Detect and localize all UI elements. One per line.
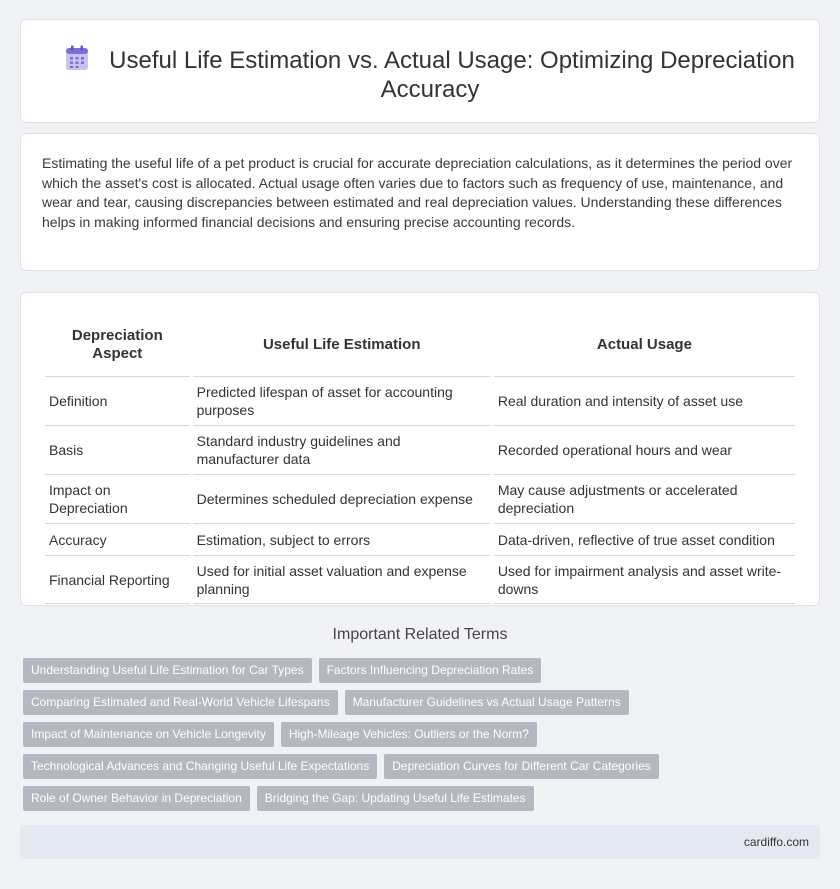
- related-terms-heading: Important Related Terms: [332, 626, 508, 643]
- page-title: Useful Life Estimation vs. Actual Usage: Optimizing Depreciation Accuracy: [109, 47, 795, 103]
- intro-card: [20, 133, 820, 271]
- aspect-cell: Impact on Depreciation: [45, 475, 190, 524]
- header-actual: Actual Usage: [494, 314, 795, 377]
- related-term-tag[interactable]: Factors Influencing Depreciation Rates: [319, 658, 542, 683]
- related-term-tag[interactable]: Comparing Estimated and Real-World Vehicle Lifespans: [23, 690, 338, 715]
- comparison-table: [42, 314, 798, 604]
- page-title-wrap: [61, 45, 799, 104]
- related-term-tag[interactable]: Manufacturer Guidelines vs Actual Usage Patterns: [345, 690, 629, 715]
- related-term-tag[interactable]: Impact of Maintenance on Vehicle Longevity: [23, 722, 274, 747]
- estimation-cell: Determines scheduled depreciation expense: [193, 475, 491, 524]
- table-header-row: [45, 314, 795, 377]
- calendar-icon: [65, 45, 89, 71]
- aspect-cell: Basis: [45, 426, 190, 475]
- aspect-cell: Definition: [45, 377, 190, 426]
- estimation-cell: Predicted lifespan of asset for accounting purposes: [193, 377, 491, 426]
- intro-paragraph: Estimating the useful life of a pet product is crucial for accurate depreciation calculations, as it determines the period over which the asset's cost is allocated. Actual usage often varies due to factors such as frequency of use, maintenance, and wear and tear, causing discrepancies between estimated and real depreciation values. Understanding these differences helps in making informed financial decisions and ensuring precise accounting records.: [42, 155, 793, 230]
- actual-cell: Real duration and intensity of asset use: [494, 377, 795, 426]
- aspect-cell: Financial Reporting: [45, 556, 190, 604]
- estimation-cell: Standard industry guidelines and manufacturer data: [193, 426, 491, 475]
- header-aspect: Depreciation Aspect: [45, 314, 190, 377]
- footer-site-link[interactable]: cardiffo.com: [743, 835, 809, 849]
- related-term-tag[interactable]: Depreciation Curves for Different Car Categories: [384, 754, 659, 779]
- actual-cell: Used for impairment analysis and asset write-downs: [494, 556, 795, 604]
- related-terms-list: [23, 658, 823, 818]
- header-estimation: Useful Life Estimation: [193, 314, 491, 377]
- estimation-cell: Estimation, subject to errors: [193, 524, 491, 556]
- related-term-tag[interactable]: Role of Owner Behavior in Depreciation: [23, 786, 250, 811]
- related-term-tag[interactable]: Understanding Useful Life Estimation for Car Types: [23, 658, 312, 683]
- actual-cell: Data-driven, reflective of true asset condition: [494, 524, 795, 556]
- table-row: [45, 377, 795, 426]
- related-term-tag[interactable]: Bridging the Gap: Updating Useful Life Estimates: [257, 786, 534, 811]
- related-term-tag[interactable]: High-Mileage Vehicles: Outliers or the Norm?: [281, 722, 537, 747]
- footer: [20, 825, 820, 859]
- title-card: [20, 19, 820, 123]
- comparison-table-card: [20, 292, 820, 606]
- actual-cell: Recorded operational hours and wear: [494, 426, 795, 475]
- table-row: [45, 524, 795, 556]
- table-row: [45, 426, 795, 475]
- actual-cell: May cause adjustments or accelerated depreciation: [494, 475, 795, 524]
- table-row: [45, 475, 795, 524]
- aspect-cell: Accuracy: [45, 524, 190, 556]
- table-row: [45, 556, 795, 604]
- related-term-tag[interactable]: Technological Advances and Changing Useful Life Expectations: [23, 754, 377, 779]
- estimation-cell: Used for initial asset valuation and expense planning: [193, 556, 491, 604]
